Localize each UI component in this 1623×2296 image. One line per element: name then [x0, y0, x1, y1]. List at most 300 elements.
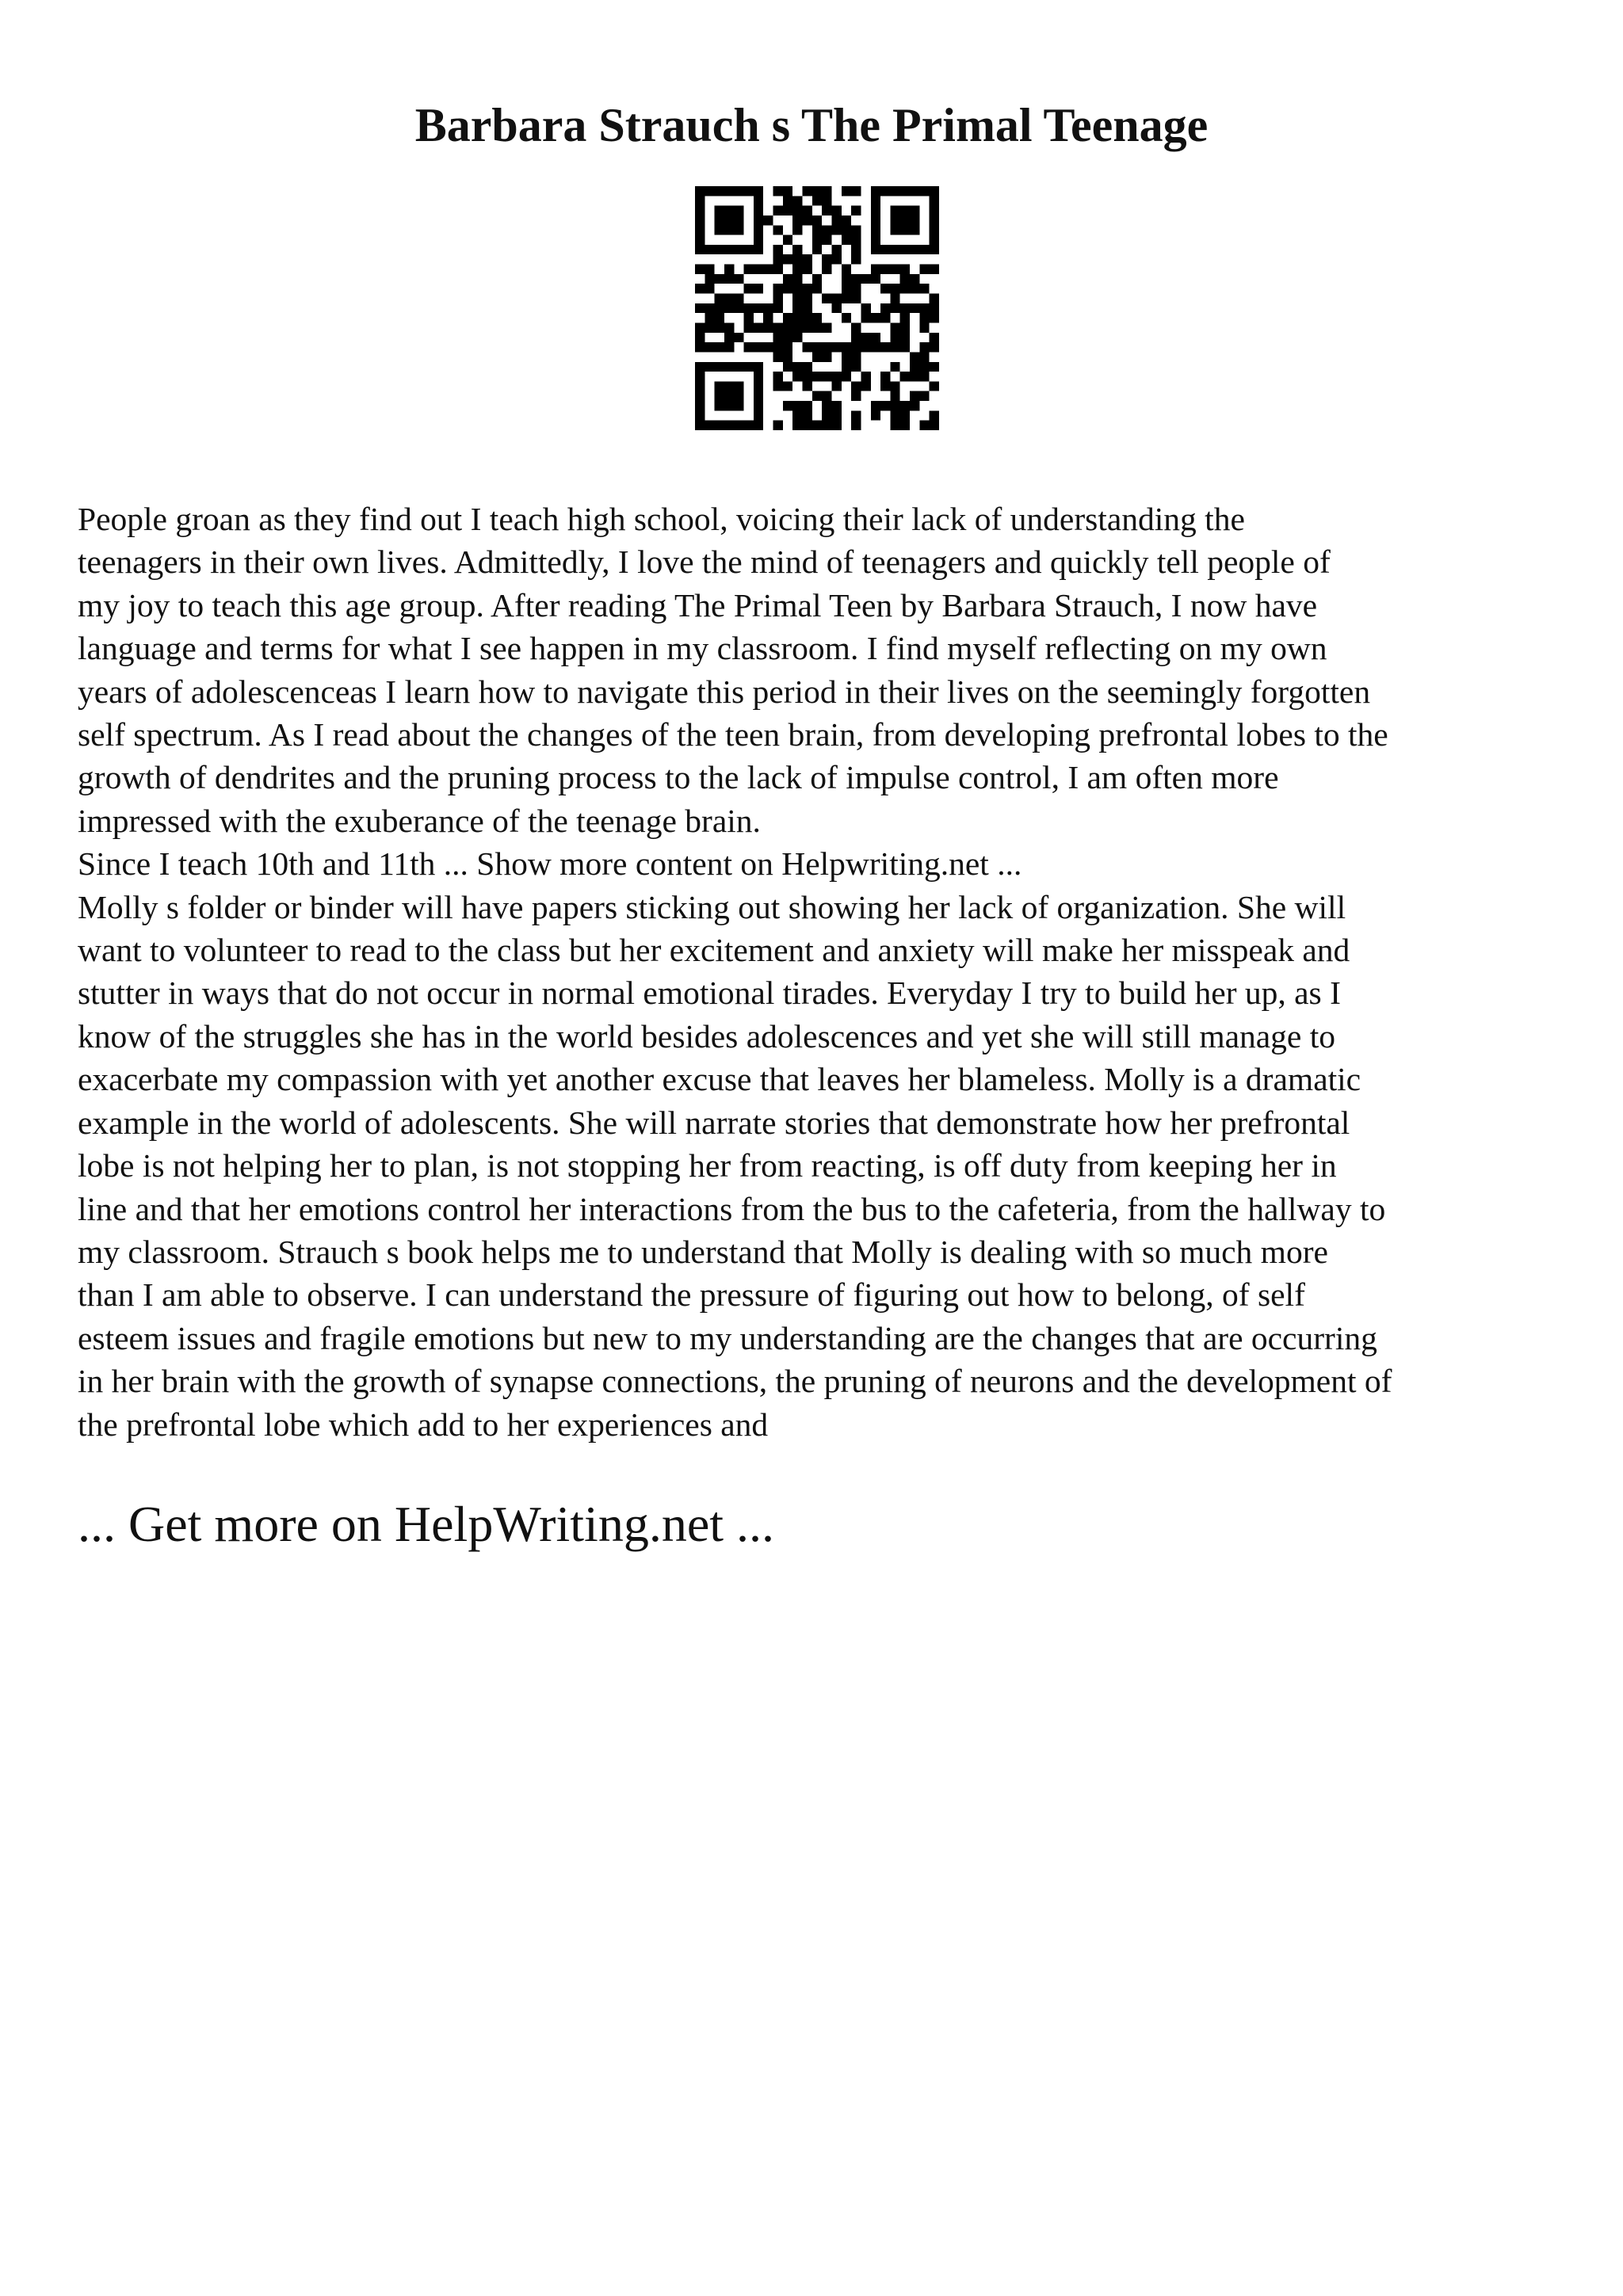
qr-module — [871, 342, 880, 352]
qr-module — [871, 265, 880, 274]
qr-module — [910, 186, 919, 196]
qr-module — [851, 421, 861, 430]
qr-module — [871, 206, 880, 215]
qr-module — [803, 186, 812, 196]
qr-module — [734, 381, 743, 391]
qr-module — [871, 274, 880, 284]
qr-module — [792, 362, 802, 372]
qr-module — [900, 410, 910, 420]
qr-module — [851, 342, 861, 352]
qr-module — [792, 313, 802, 322]
qr-module — [763, 215, 773, 225]
body-line: growth of dendrites and the pruning process to the lack of impulse control, I am often more — [78, 759, 1279, 796]
qr-module — [812, 342, 822, 352]
qr-module — [724, 186, 734, 196]
qr-module — [900, 372, 910, 381]
qr-module — [842, 284, 851, 293]
qr-module — [842, 265, 851, 274]
qr-module — [822, 372, 831, 381]
qr-module — [919, 265, 929, 274]
qr-module — [724, 401, 734, 410]
qr-module — [754, 342, 763, 352]
qr-module — [724, 274, 734, 284]
qr-module — [812, 196, 822, 205]
qr-module — [890, 322, 899, 332]
qr-module — [919, 391, 929, 401]
qr-module — [695, 284, 705, 293]
qr-module — [812, 274, 822, 284]
qr-module — [930, 186, 939, 196]
qr-module — [890, 362, 899, 372]
body-line: the prefrontal lobe which add to her experiences and — [78, 1405, 769, 1443]
qr-module — [783, 284, 792, 293]
qr-module — [890, 303, 899, 313]
qr-module — [851, 284, 861, 293]
qr-module — [754, 215, 763, 225]
get-more-link[interactable]: ... Get more on HelpWriting.net ... — [78, 1496, 774, 1552]
qr-module — [695, 245, 705, 254]
qr-module — [842, 294, 851, 303]
qr-module — [880, 401, 890, 410]
qr-module — [851, 225, 861, 235]
qr-module — [822, 391, 831, 401]
qr-module — [900, 265, 910, 274]
qr-module — [754, 265, 763, 274]
qr-module — [792, 333, 802, 342]
qr-module — [724, 362, 734, 372]
qr-module — [754, 196, 763, 205]
qr-module — [861, 342, 870, 352]
qr-module — [783, 186, 792, 196]
qr-module — [831, 294, 841, 303]
qr-module — [851, 381, 861, 391]
qr-module — [695, 215, 705, 225]
qr-module — [754, 372, 763, 381]
qr-module — [851, 362, 861, 372]
qr-module — [754, 235, 763, 245]
qr-module — [822, 225, 831, 235]
qr-module — [831, 342, 841, 352]
qr-module — [773, 322, 783, 332]
qr-module — [812, 421, 822, 430]
qr-module — [715, 225, 724, 235]
qr-module — [803, 215, 812, 225]
qr-module — [744, 245, 754, 254]
qr-module — [695, 265, 705, 274]
qr-module — [910, 225, 919, 235]
qr-module — [831, 372, 841, 381]
qr-module — [695, 362, 705, 372]
qr-module — [890, 294, 899, 303]
qr-module — [792, 322, 802, 332]
qr-module — [910, 303, 919, 313]
qr-module — [744, 313, 754, 322]
qr-module — [783, 342, 792, 352]
qr-module — [919, 313, 929, 322]
body-line: language and terms for what I see happen in my classroom. I find myself reflecting on my own — [78, 630, 1327, 667]
qr-module — [803, 294, 812, 303]
qr-module — [763, 313, 773, 322]
qr-module — [792, 215, 802, 225]
qr-module — [763, 303, 773, 313]
qr-module — [871, 196, 880, 205]
qr-module — [842, 225, 851, 235]
qr-module — [715, 186, 724, 196]
qr-module — [880, 342, 890, 352]
qr-module — [773, 421, 783, 430]
qr-module — [792, 401, 802, 410]
qr-module — [724, 294, 734, 303]
qr-module — [930, 342, 939, 352]
qr-module — [851, 254, 861, 264]
qr-module — [783, 254, 792, 264]
body-line: know of the struggles she has in the world besides adolescences and yet she will still manage to — [78, 1017, 1336, 1055]
qr-module — [871, 401, 880, 410]
qr-module — [930, 294, 939, 303]
qr-module — [803, 313, 812, 322]
qr-module — [705, 362, 714, 372]
qr-module — [705, 284, 714, 293]
qr-module — [930, 215, 939, 225]
qr-module — [744, 342, 754, 352]
qr-module — [754, 186, 763, 196]
qr-module — [783, 313, 792, 322]
qr-module — [734, 362, 743, 372]
qr-module — [822, 196, 831, 205]
qr-module — [754, 401, 763, 410]
qr-module — [910, 215, 919, 225]
qr-module — [744, 322, 754, 332]
qr-module — [744, 265, 754, 274]
qr-module — [822, 322, 831, 332]
qr-module — [919, 186, 929, 196]
qr-module — [880, 313, 890, 322]
qr-module — [812, 284, 822, 293]
qr-module — [871, 215, 880, 225]
qr-module — [734, 294, 743, 303]
qr-module — [715, 303, 724, 313]
body-line: want to volunteer to read to the class but her excitement and anxiety will make her misspeak and — [78, 932, 1350, 969]
qr-module — [705, 313, 714, 322]
qr-module — [880, 245, 890, 254]
qr-module — [890, 265, 899, 274]
qr-module — [792, 294, 802, 303]
qr-module — [851, 235, 861, 245]
qr-module — [695, 333, 705, 342]
qr-module — [842, 362, 851, 372]
body-line: line and that her emotions control her interactions from the bus to the cafeteria, from the hallway to — [78, 1190, 1386, 1227]
qr-module — [831, 421, 841, 430]
qr-module — [705, 342, 714, 352]
qr-module — [744, 284, 754, 293]
qr-module — [831, 381, 841, 391]
qr-module — [695, 322, 705, 332]
qr-module — [842, 372, 851, 381]
qr-module — [880, 265, 890, 274]
qr-module — [695, 342, 705, 352]
qr-module — [715, 294, 724, 303]
qr-module — [705, 274, 714, 284]
qr-module — [754, 362, 763, 372]
qr-module — [851, 333, 861, 342]
qr-module — [822, 410, 831, 420]
body-line: years of adolescenceas I learn how to navigate this period in their lives on the seemingly forgotten — [78, 673, 1371, 710]
qr-module — [715, 206, 724, 215]
qr-module — [754, 303, 763, 313]
qr-module — [803, 401, 812, 410]
qr-module — [715, 401, 724, 410]
qr-module — [754, 225, 763, 235]
qr-module — [763, 265, 773, 274]
qr-module — [783, 274, 792, 284]
qr-module — [695, 391, 705, 401]
qr-module — [715, 342, 724, 352]
qr-module — [724, 265, 734, 274]
qr-module — [792, 410, 802, 420]
qr-module — [890, 333, 899, 342]
qr-module — [754, 391, 763, 401]
qr-module — [900, 206, 910, 215]
qr-module — [919, 245, 929, 254]
qr-module — [754, 322, 763, 332]
qr-module — [880, 381, 890, 391]
qr-module — [842, 186, 851, 196]
qr-module — [754, 284, 763, 293]
qr-module — [861, 372, 870, 381]
qr-module — [900, 186, 910, 196]
qr-module — [715, 391, 724, 401]
qr-module — [851, 410, 861, 420]
qr-module — [792, 284, 802, 293]
qr-module — [851, 294, 861, 303]
qr-module — [890, 410, 899, 420]
qr-module — [880, 372, 890, 381]
qr-module — [783, 401, 792, 410]
qr-module — [900, 284, 910, 293]
qr-module — [773, 254, 783, 264]
qr-module — [773, 284, 783, 293]
qr-module — [812, 235, 822, 245]
qr-module — [822, 186, 831, 196]
qr-module — [822, 235, 831, 245]
qr-module — [695, 372, 705, 381]
qr-module — [783, 206, 792, 215]
qr-module — [890, 215, 899, 225]
qr-module — [930, 303, 939, 313]
qr-module — [919, 421, 929, 430]
qr-module — [930, 225, 939, 235]
qr-module — [880, 303, 890, 313]
body-line: lobe is not helping her to plan, is not stopping her from reacting, is off duty from keeping her in — [78, 1147, 1337, 1184]
qr-module — [792, 196, 802, 205]
qr-module — [715, 274, 724, 284]
qr-module — [783, 352, 792, 361]
qr-module — [900, 313, 910, 322]
qr-module — [715, 362, 724, 372]
qr-module — [734, 186, 743, 196]
qr-module — [900, 245, 910, 254]
qr-module — [724, 322, 734, 332]
qr-module — [724, 303, 734, 313]
qr-module — [734, 303, 743, 313]
body-line: teenagers in their own lives. Admittedly, I love the mind of teenagers and quickly tell people of — [78, 543, 1331, 581]
qr-module — [900, 333, 910, 342]
qr-module — [851, 274, 861, 284]
qr-module — [734, 333, 743, 342]
qr-module — [930, 313, 939, 322]
qr-module — [890, 225, 899, 235]
body-text — [78, 498, 1561, 1446]
qr-module — [930, 362, 939, 372]
qr-module — [803, 362, 812, 372]
qr-module — [734, 274, 743, 284]
qr-module — [792, 372, 802, 381]
qr-module — [861, 274, 870, 284]
qr-module — [910, 362, 919, 372]
qr-module — [724, 215, 734, 225]
body-line: Molly s folder or binder will have papers sticking out showing her lack of organization. She will — [78, 888, 1346, 925]
body-line: impressed with the exuberance of the teenage brain. — [78, 802, 761, 839]
qr-module — [763, 342, 773, 352]
qr-module — [822, 421, 831, 430]
qr-module — [705, 245, 714, 254]
qr-module — [861, 313, 870, 322]
qr-module — [773, 381, 783, 391]
body-line: in her brain with the growth of synapse connections, the pruning of neurons and the development of — [78, 1363, 1392, 1400]
qr-module — [812, 245, 822, 254]
qr-module — [754, 410, 763, 420]
qr-module — [724, 333, 734, 342]
qr-module — [754, 206, 763, 215]
qr-module — [724, 225, 734, 235]
body-line: my classroom. Strauch s book helps me to understand that Molly is dealing with so much more — [78, 1233, 1328, 1270]
qr-module — [831, 401, 841, 410]
qr-module — [724, 342, 734, 352]
qr-module — [783, 235, 792, 245]
qr-module — [831, 303, 841, 313]
qr-module — [842, 313, 851, 322]
body-line: exacerbate my compassion with yet another excuse that leaves her blameless. Molly is a dramatic — [78, 1061, 1361, 1098]
qr-module — [930, 206, 939, 215]
qr-module — [734, 215, 743, 225]
qr-module — [919, 352, 929, 361]
qr-module — [705, 265, 714, 274]
qr-module — [734, 391, 743, 401]
qr-module — [792, 245, 802, 254]
qr-module — [900, 401, 910, 410]
qr-module — [919, 322, 929, 332]
qr-module — [715, 421, 724, 430]
qr-module — [851, 186, 861, 196]
body-line: People groan as they find out I teach high school, voicing their lack of understanding the — [78, 501, 1245, 537]
qr-module — [910, 245, 919, 254]
qr-module — [792, 421, 802, 430]
qr-module — [724, 245, 734, 254]
qr-module — [851, 322, 861, 332]
qr-module — [930, 333, 939, 342]
qr-module — [871, 410, 880, 420]
qr-module — [831, 254, 841, 264]
qr-module — [812, 313, 822, 322]
qr-module — [803, 206, 812, 215]
qr-module — [695, 401, 705, 410]
qr-module — [812, 215, 822, 225]
show-more-line[interactable]: Since I teach 10th and 11th ... Show more content on Helpwriting.net ... — [78, 845, 1022, 883]
qr-module — [792, 303, 802, 313]
qr-module — [773, 294, 783, 303]
qr-module — [695, 421, 705, 430]
qr-module — [910, 284, 919, 293]
qr-module — [812, 391, 822, 401]
qr-module — [792, 225, 802, 235]
qr-module — [900, 274, 910, 284]
qr-module — [773, 342, 783, 352]
qr-module — [871, 245, 880, 254]
qr-module — [724, 391, 734, 401]
qr-module — [919, 362, 929, 372]
qr-module — [754, 245, 763, 254]
qr-module — [695, 225, 705, 235]
qr-module — [851, 391, 861, 401]
qr-module — [890, 391, 899, 401]
qr-module — [734, 245, 743, 254]
qr-module — [890, 421, 899, 430]
qr-module — [930, 265, 939, 274]
qr-module — [812, 186, 822, 196]
qr-module — [910, 372, 919, 381]
qr-module — [871, 225, 880, 235]
qr-module — [900, 421, 910, 430]
qr-module — [919, 372, 929, 381]
qr-module — [734, 206, 743, 215]
qr-module — [763, 322, 773, 332]
qr-module — [822, 254, 831, 264]
qr-module — [900, 215, 910, 225]
qr-module — [803, 284, 812, 293]
qr-module — [773, 303, 783, 313]
body-line: example in the world of adolescents. She will narrate stories that demonstrate how her prefrontal — [78, 1104, 1350, 1141]
qr-module — [890, 186, 899, 196]
qr-module — [792, 206, 802, 215]
qr-module — [890, 284, 899, 293]
qr-module — [822, 352, 831, 361]
qr-module — [773, 206, 783, 215]
qr-module — [783, 381, 792, 391]
qr-module — [919, 284, 929, 293]
qr-module — [822, 206, 831, 215]
qr-module — [861, 381, 870, 391]
qr-module — [900, 342, 910, 352]
qr-module — [842, 235, 851, 245]
qr-module — [930, 410, 939, 420]
qr-module — [803, 372, 812, 381]
qr-module — [773, 186, 783, 196]
qr-module — [715, 381, 724, 391]
qr-module — [792, 274, 802, 284]
qr-module — [724, 381, 734, 391]
qr-module — [930, 196, 939, 205]
qr-module — [715, 245, 724, 254]
qr-module — [822, 294, 831, 303]
qr-module — [910, 206, 919, 215]
qr-module — [705, 421, 714, 430]
qr-module — [831, 245, 841, 254]
qr-module — [744, 186, 754, 196]
qr-module — [773, 265, 783, 274]
qr-module — [792, 254, 802, 264]
qr-module — [812, 352, 822, 361]
qr-module — [831, 215, 841, 225]
